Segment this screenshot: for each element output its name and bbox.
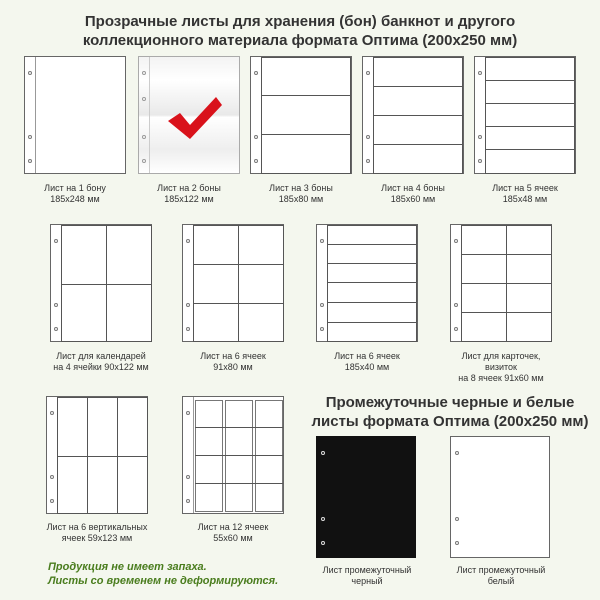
page-title <box>0 12 600 50</box>
caption-line: Лист на 4 боны <box>381 183 445 193</box>
sheet-1-pocket[interactable] <box>24 56 126 174</box>
sheet-6-strips[interactable] <box>316 224 418 342</box>
sheet-3-caption <box>250 183 352 205</box>
sheet-white-interleaf[interactable] <box>450 436 550 558</box>
sheet-8-pockets-cards[interactable] <box>450 224 552 342</box>
caption-line: ячеек 59x123 мм <box>61 533 133 543</box>
caption-line: 185x80 мм <box>278 194 324 204</box>
caption-line: Лист на 3 боны <box>269 183 333 193</box>
sheet-4-caption <box>362 183 464 205</box>
sheet-7-caption <box>182 351 284 373</box>
sheet-10-caption <box>32 522 162 544</box>
title-line-1: Прозрачные листы для хранения (бон) банкнот и другого <box>84 13 516 30</box>
sheet-4-pockets[interactable] <box>362 56 464 174</box>
sheet-1-caption <box>24 183 126 205</box>
sheet-5-caption <box>474 183 576 205</box>
sheet-9-caption <box>436 351 566 384</box>
note-line: Продукция не имеет запаха. <box>48 561 207 573</box>
sheet-3-pockets[interactable] <box>250 56 352 174</box>
caption-line: на 8 ячеек 91x60 мм <box>458 373 544 383</box>
caption-line: Лист на 1 бону <box>44 183 106 193</box>
caption-line: Лист на 6 ячеек <box>200 351 266 361</box>
caption-line: Лист на 2 боны <box>157 183 221 193</box>
sheet-5-pockets[interactable] <box>474 56 576 174</box>
caption-line: 185x48 мм <box>502 194 548 204</box>
caption-line: белый <box>487 576 515 586</box>
caption-line: 185x122 мм <box>164 194 214 204</box>
caption-line: на 4 ячейки 90x122 мм <box>53 362 149 372</box>
caption-line: Лист на 6 ячеек <box>334 351 400 361</box>
caption-line: черный <box>351 576 383 586</box>
sheet-12-pockets[interactable] <box>182 396 284 514</box>
section-title-interleaf <box>300 393 600 431</box>
sheet-calendar-4-pockets[interactable] <box>50 224 152 342</box>
caption-line: Лист промежуточный <box>456 565 546 575</box>
sheet-black-interleaf[interactable] <box>316 436 416 558</box>
note-line: Листы со временем не деформируются. <box>48 575 279 587</box>
caption-line: 55x60 мм <box>213 533 253 543</box>
section-title-line-1: Промежуточные черные и белые <box>325 394 575 411</box>
sheet-6-pockets-grid[interactable] <box>182 224 284 342</box>
caption-line: 185x248 мм <box>50 194 100 204</box>
caption-line: Лист для карточек, <box>461 351 541 361</box>
caption-line: визиток <box>485 362 517 372</box>
sheet-12-caption <box>302 565 432 587</box>
caption-line: Лист на 6 вертикальных <box>46 522 148 532</box>
caption-line: 91x80 мм <box>213 362 253 372</box>
caption-line: 185x60 мм <box>390 194 436 204</box>
sheet-6-vertical-pockets[interactable] <box>46 396 148 514</box>
section-title-line-2: листы формата Оптима (200x250 мм) <box>311 413 589 430</box>
sheet-8-caption <box>316 351 418 373</box>
sheet-11-caption <box>182 522 284 544</box>
caption-line: Лист на 5 ячеек <box>492 183 558 193</box>
product-note <box>48 560 278 588</box>
caption-line: Лист промежуточный <box>322 565 412 575</box>
caption-line: 185x40 мм <box>344 362 390 372</box>
title-line-2: коллекционного материала формата Оптима (200x250 мм) <box>82 32 518 49</box>
caption-line: Лист на 12 ячеек <box>197 522 269 532</box>
checkmark-icon <box>166 95 224 141</box>
caption-line: Лист для календарей <box>56 351 146 361</box>
sheet-2-caption <box>138 183 240 205</box>
sheet-13-caption <box>436 565 566 587</box>
sheet-6-caption <box>36 351 166 373</box>
